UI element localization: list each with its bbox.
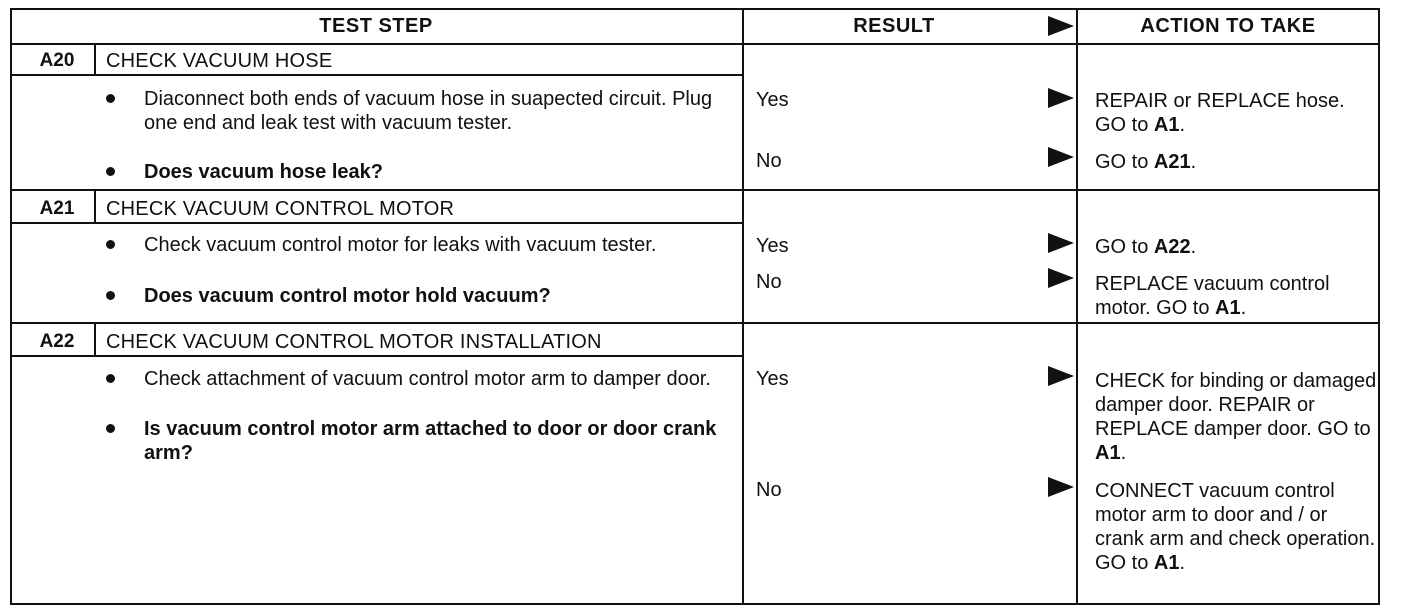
result-no: No [756,271,782,293]
step-reference: A1 [1215,297,1241,319]
action-text-part: . [1179,114,1186,136]
result-arrow-icon [1048,147,1074,167]
action-text-part: CHECK for binding or damaged damper door. REPAIR or REPLACE damper door. GO to [1095,370,1377,440]
step-reference: A21 [1153,151,1191,173]
step-title: CHECK VACUUM CONTROL MOTOR [106,198,455,220]
result-no: No [756,150,782,172]
result-arrow-icon [1048,268,1074,288]
action-text-part: REPAIR or REPLACE hose. GO to [1095,90,1345,136]
step-question: Does vacuum control motor hold vacuum? [144,285,551,307]
action-text-part: REPLACE vacuum control motor. GO to [1095,273,1330,319]
result-yes: Yes [756,89,789,111]
step-code: A22 [39,331,75,352]
action-text-part: . [1190,236,1197,258]
title-underline [10,222,744,224]
step-code: A20 [39,50,75,71]
step-code: A21 [39,198,75,219]
action-text [1095,479,1377,575]
action-text-part: . [1190,151,1197,173]
step-reference: A22 [1153,236,1191,258]
result-arrow-icon [1048,233,1074,253]
step-title: CHECK VACUUM CONTROL MOTOR INSTALLATION [106,331,602,353]
table-right-border [1378,8,1380,605]
row-divider [10,189,1380,191]
result-column-divider [742,8,744,605]
result-arrow-icon [1048,88,1074,108]
step-instruction: Check attachment of vacuum control motor arm to damper door. [144,368,711,390]
bullet-icon [106,240,115,249]
action-text [1095,272,1377,320]
header-action: ACTION TO TAKE [1140,15,1316,37]
action-text-part: . [1240,297,1247,319]
bullet-icon [106,167,115,176]
header-test-step: TEST STEP [319,15,433,37]
result-yes: Yes [756,235,789,257]
title-underline [10,355,744,357]
header-bottom-border [10,43,1380,45]
result-no: No [756,479,782,501]
action-text [1095,89,1377,137]
result-arrow-icon [1048,477,1074,497]
step-title: CHECK VACUUM HOSE [106,50,333,72]
step-reference: A1 [1153,114,1180,136]
step-reference: A1 [1095,442,1121,464]
result-yes: Yes [756,368,789,390]
step-reference: A1 [1153,552,1180,574]
action-text [1095,369,1377,465]
action-text [1095,235,1377,259]
action-text-part: GO to [1095,151,1154,173]
action-text-part: . [1179,552,1186,574]
header-arrow-icon [1048,16,1074,36]
action-text [1095,150,1377,174]
table-bottom-border [10,603,1380,605]
table-left-border [10,8,12,605]
bullet-icon [106,94,115,103]
row-divider [10,322,1380,324]
action-text-part: CONNECT vacuum control motor arm to door and / or crank arm and check operation. GO to [1095,480,1376,574]
bullet-icon [106,374,115,383]
step-instruction: Check vacuum control motor for leaks with vacuum tester. [144,234,657,256]
step-question: Is vacuum control motor arm attached to door or door crank arm? [144,418,717,464]
code-divider [94,190,96,222]
bullet-icon [106,291,115,300]
step-instruction: Diaconnect both ends of vacuum hose in suapected circuit. Plug one end and leak test with vacuum tester. [144,88,713,134]
action-text-part: GO to [1095,236,1154,258]
code-divider [94,323,96,355]
action-text-part: . [1120,442,1127,464]
step-question: Does vacuum hose leak? [144,161,383,183]
action-column-divider [1076,8,1078,605]
title-underline [10,74,744,76]
header-result: RESULT [853,15,935,37]
bullet-icon [106,424,115,433]
result-arrow-icon [1048,366,1074,386]
code-divider [94,44,96,74]
